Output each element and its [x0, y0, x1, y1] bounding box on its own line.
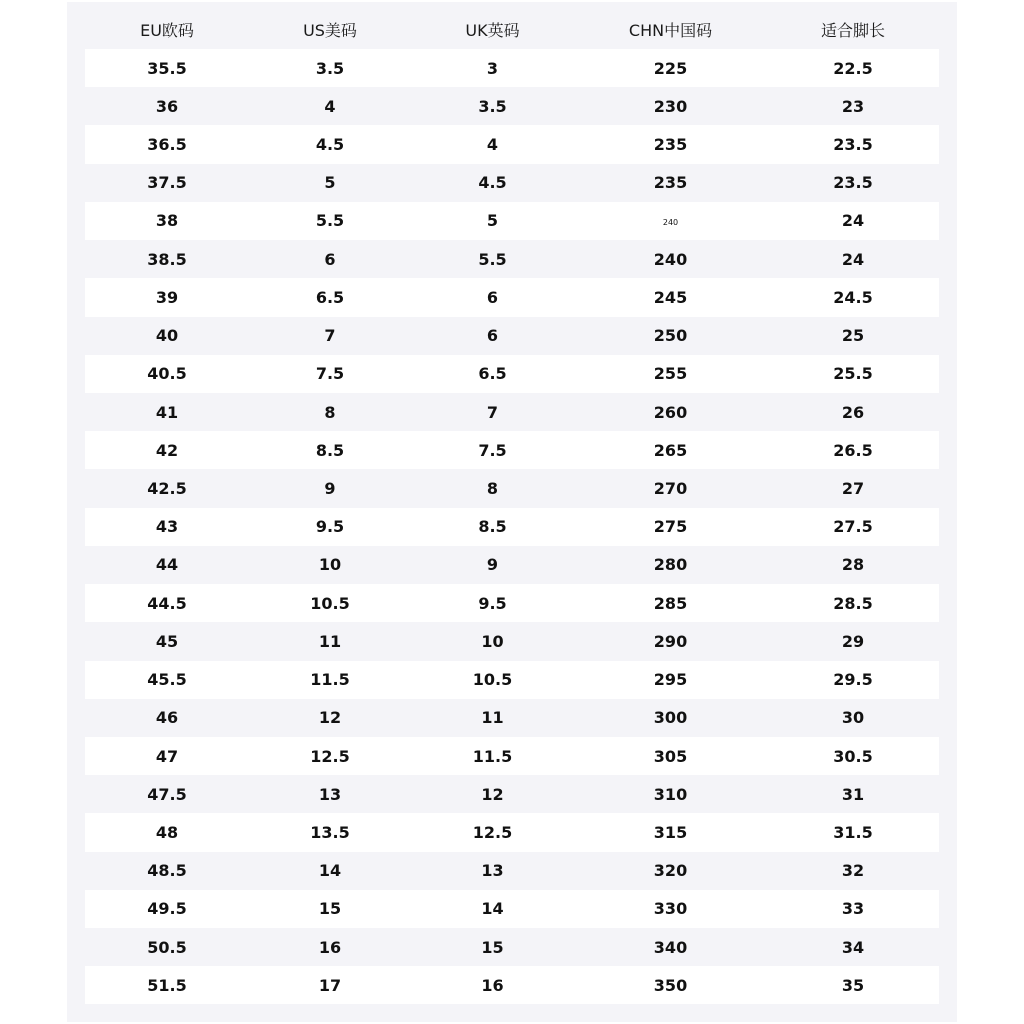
cell-eu-size: 44.5 — [147, 593, 187, 613]
cell-foot-length: 26 — [841, 402, 865, 422]
cell-eu-size: 42.5 — [147, 479, 187, 499]
table-row — [85, 737, 939, 775]
cell-us-size: 10.5 — [310, 593, 350, 613]
cell-eu-size: 44 — [155, 555, 179, 575]
cell-foot-length: 30.5 — [833, 746, 873, 766]
cell-eu-size: 50.5 — [147, 937, 187, 957]
cell-chn-size: 245 — [653, 287, 688, 307]
header-eu-size: EU欧码 — [140, 20, 194, 40]
cell-chn-size: 295 — [653, 670, 688, 690]
table-row — [85, 202, 939, 240]
cell-chn-size: 285 — [653, 593, 688, 613]
cell-eu-size: 45 — [155, 631, 179, 651]
cell-uk-size: 5 — [486, 211, 499, 231]
cell-us-size: 5.5 — [315, 211, 345, 231]
cell-us-size: 11.5 — [310, 670, 350, 690]
cell-chn-size: 240 — [653, 249, 688, 269]
cell-uk-size: 11.5 — [472, 746, 513, 766]
cell-eu-size: 48.5 — [147, 861, 187, 881]
cell-uk-size: 10 — [481, 631, 504, 651]
cell-uk-size: 13 — [481, 861, 504, 881]
table-row — [85, 622, 939, 660]
cell-foot-length: 29.5 — [833, 670, 873, 690]
cell-us-size: 6.5 — [315, 287, 345, 307]
cell-chn-size: 310 — [653, 784, 688, 804]
cell-us-size: 3.5 — [315, 58, 345, 78]
cell-uk-size: 5.5 — [478, 249, 507, 269]
cell-us-size: 5 — [324, 173, 336, 193]
table-row — [85, 813, 939, 851]
cell-us-size: 10 — [318, 555, 342, 575]
header-foot-length: 适合脚长 — [820, 20, 885, 40]
table-row — [85, 393, 939, 431]
cell-eu-size: 40.5 — [147, 364, 187, 384]
cell-foot-length: 31.5 — [833, 822, 873, 842]
cell-foot-length: 25 — [841, 326, 865, 346]
cell-foot-length: 35 — [841, 975, 865, 995]
cell-uk-size: 15 — [481, 937, 504, 957]
table-row — [85, 240, 939, 278]
table-row — [85, 546, 939, 584]
cell-foot-length: 23 — [841, 96, 865, 116]
cell-uk-size: 11 — [481, 708, 504, 728]
cell-us-size: 17 — [318, 975, 342, 995]
cell-chn-size: 255 — [653, 364, 688, 384]
cell-uk-size: 6 — [486, 287, 499, 307]
table-row — [85, 87, 939, 125]
cell-us-size: 15 — [318, 899, 342, 919]
cell-uk-size: 14 — [481, 899, 504, 919]
table-row — [85, 699, 939, 737]
cell-uk-size: 7 — [486, 402, 499, 422]
cell-chn-size: 290 — [653, 631, 688, 651]
cell-chn-size: 235 — [653, 135, 688, 155]
cell-us-size: 8 — [324, 402, 336, 422]
cell-chn-size: 240 — [662, 218, 679, 228]
cell-us-size: 9 — [324, 479, 336, 499]
table-row — [85, 584, 939, 622]
cell-eu-size: 40 — [155, 326, 179, 346]
header-chn-size: CHN中国码 — [628, 20, 713, 40]
cell-uk-size: 3 — [486, 58, 499, 78]
cell-eu-size: 47 — [155, 746, 179, 766]
cell-foot-length: 34 — [841, 937, 865, 957]
table-row — [85, 661, 939, 699]
cell-foot-length: 26.5 — [833, 440, 873, 460]
cell-uk-size: 3.5 — [478, 96, 507, 116]
table-row — [85, 355, 939, 393]
cell-chn-size: 280 — [653, 555, 688, 575]
cell-foot-length: 24 — [841, 249, 865, 269]
cell-uk-size: 6.5 — [478, 364, 507, 384]
cell-eu-size: 39 — [155, 287, 179, 307]
table-row — [85, 164, 939, 202]
table-row — [85, 928, 939, 966]
table-row — [85, 125, 939, 163]
table-row — [85, 775, 939, 813]
cell-eu-size: 36.5 — [147, 135, 187, 155]
cell-chn-size: 250 — [653, 326, 688, 346]
cell-us-size: 4.5 — [315, 135, 345, 155]
header-uk-size: UK英码 — [465, 20, 520, 40]
cell-us-size: 13 — [318, 784, 342, 804]
cell-us-size: 8.5 — [315, 440, 345, 460]
cell-uk-size: 12.5 — [472, 822, 513, 842]
cell-chn-size: 320 — [653, 861, 688, 881]
cell-us-size: 11 — [318, 631, 342, 651]
cell-eu-size: 47.5 — [147, 784, 187, 804]
cell-eu-size: 36 — [155, 96, 179, 116]
cell-us-size: 13.5 — [310, 822, 350, 842]
cell-chn-size: 315 — [653, 822, 688, 842]
table-row — [85, 966, 939, 1004]
table-row — [85, 278, 939, 316]
cell-us-size: 4 — [324, 96, 336, 116]
cell-uk-size: 12 — [481, 784, 504, 804]
cell-uk-size: 6 — [486, 326, 499, 346]
cell-chn-size: 230 — [653, 96, 688, 116]
cell-uk-size: 4.5 — [478, 173, 507, 193]
cell-uk-size: 4 — [486, 135, 499, 155]
cell-uk-size: 9 — [486, 555, 499, 575]
cell-eu-size: 41 — [155, 402, 179, 422]
cell-uk-size: 10.5 — [472, 670, 513, 690]
cell-foot-length: 31 — [841, 784, 865, 804]
cell-foot-length: 23.5 — [833, 173, 873, 193]
cell-eu-size: 49.5 — [147, 899, 187, 919]
cell-uk-size: 7.5 — [478, 440, 507, 460]
cell-us-size: 12 — [318, 708, 342, 728]
cell-eu-size: 42 — [155, 440, 179, 460]
cell-foot-length: 32 — [841, 861, 865, 881]
cell-foot-length: 29 — [841, 631, 865, 651]
table-row — [85, 317, 939, 355]
cell-foot-length: 25.5 — [833, 364, 873, 384]
cell-chn-size: 300 — [653, 708, 688, 728]
cell-chn-size: 265 — [653, 440, 688, 460]
cell-us-size: 7 — [324, 326, 336, 346]
header-us-size: US美码 — [303, 20, 357, 40]
cell-foot-length: 27.5 — [833, 517, 873, 537]
cell-foot-length: 24.5 — [833, 287, 873, 307]
cell-uk-size: 9.5 — [478, 593, 507, 613]
cell-chn-size: 270 — [653, 479, 688, 499]
cell-chn-size: 235 — [653, 173, 688, 193]
cell-eu-size: 43 — [155, 517, 179, 537]
cell-eu-size: 38 — [155, 211, 179, 231]
cell-foot-length: 28.5 — [833, 593, 873, 613]
table-row — [85, 431, 939, 469]
table-row — [85, 49, 939, 87]
table-row — [85, 890, 939, 928]
cell-us-size: 7.5 — [315, 364, 345, 384]
size-chart-header-row — [85, 9, 939, 49]
cell-eu-size: 38.5 — [147, 249, 187, 269]
cell-eu-size: 48 — [155, 822, 179, 842]
cell-foot-length: 24 — [841, 211, 865, 231]
cell-chn-size: 225 — [653, 58, 688, 78]
cell-eu-size: 35.5 — [147, 58, 187, 78]
cell-uk-size: 8.5 — [478, 517, 507, 537]
table-row — [85, 508, 939, 546]
cell-foot-length: 30 — [841, 708, 865, 728]
cell-uk-size: 16 — [481, 975, 504, 995]
cell-chn-size: 260 — [653, 402, 688, 422]
cell-us-size: 14 — [318, 861, 342, 881]
cell-foot-length: 28 — [841, 555, 865, 575]
cell-foot-length: 22.5 — [833, 58, 873, 78]
cell-us-size: 9.5 — [315, 517, 345, 537]
cell-uk-size: 8 — [486, 479, 499, 499]
cell-foot-length: 27 — [841, 479, 865, 499]
cell-eu-size: 51.5 — [147, 975, 187, 995]
table-row — [85, 852, 939, 890]
cell-eu-size: 45.5 — [147, 670, 187, 690]
cell-chn-size: 305 — [653, 746, 688, 766]
cell-chn-size: 330 — [653, 899, 688, 919]
cell-us-size: 6 — [324, 249, 336, 269]
cell-chn-size: 275 — [653, 517, 688, 537]
cell-eu-size: 46 — [155, 708, 179, 728]
cell-foot-length: 33 — [841, 899, 865, 919]
cell-foot-length: 23.5 — [833, 135, 873, 155]
table-row — [85, 469, 939, 507]
cell-chn-size: 340 — [653, 937, 688, 957]
cell-us-size: 16 — [318, 937, 342, 957]
cell-chn-size: 350 — [653, 975, 688, 995]
cell-us-size: 12.5 — [310, 746, 350, 766]
size-chart-rows — [85, 49, 939, 1004]
cell-eu-size: 37.5 — [147, 173, 187, 193]
